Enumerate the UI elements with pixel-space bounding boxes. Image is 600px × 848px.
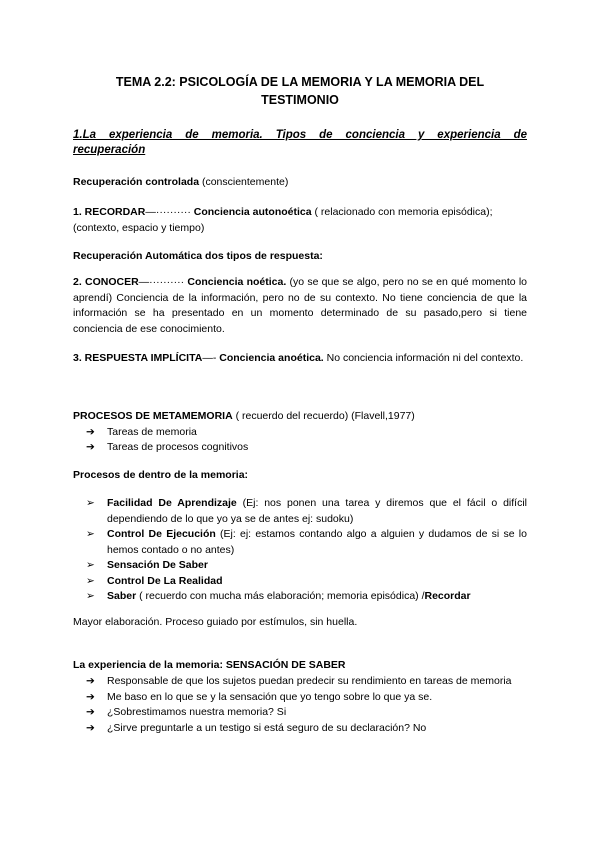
title-line-1: TEMA 2.2: PSICOLOGÍA DE LA MEMORIA Y LA MEMORIA DEL [115, 75, 485, 89]
list-item [73, 558, 527, 574]
triangle-bullet-icon: ➢ [86, 590, 95, 602]
list-item [73, 440, 527, 456]
list-item [73, 496, 527, 527]
metamemory-heading [73, 409, 527, 425]
arrow-bullet-icon: ➔ [86, 690, 95, 703]
mayor-elaboracion-text: Mayor elaboración. Proceso guiado por estímulos, sin huella. [73, 616, 358, 628]
controlled-retrieval [73, 175, 527, 191]
metamemory-section [73, 409, 527, 456]
triangle-bullet-icon: ➢ [86, 528, 95, 540]
automatic-retrieval-heading [73, 249, 527, 265]
triangle-bullet-icon: ➢ [86, 574, 95, 587]
feeling-of-knowing-heading [73, 658, 527, 674]
list-item [73, 721, 527, 737]
recordar-label: 1. RECORDAR [73, 206, 146, 218]
automatic-retrieval-label: Recuperación Automática dos tipos de respuesta: [73, 250, 323, 262]
list-item-bold: Facilidad De Aprendizaje [107, 497, 237, 509]
controlled-retrieval-note: (conscientemente) [199, 176, 289, 188]
list-item-text: Tareas de memoria [107, 425, 197, 438]
metamemory-label: PROCESOS DE METAMEMORIA [73, 410, 233, 422]
triangle-bullet-icon: ➢ [86, 559, 95, 571]
list-item [73, 589, 527, 605]
implicit-term: Conciencia anoética. [219, 352, 324, 364]
memory-processes-list [73, 496, 527, 605]
list-item-bold: Sensación De Saber [107, 559, 208, 571]
implicit-label: 3. RESPUESTA IMPLÍCITA [73, 352, 203, 364]
list-item [73, 690, 527, 706]
list-item [73, 527, 527, 558]
list-item-bold: Control De Ejecución [107, 528, 216, 540]
section-heading-line-2: recuperación [73, 144, 146, 156]
memory-processes-heading [73, 468, 527, 484]
conocer-paragraph [73, 275, 527, 337]
implicit-desc: No conciencia información ni del contexto. [323, 352, 524, 364]
list-item-text: ¿Sirve preguntarle a un testigo si está seguro de su declaración? No [107, 721, 427, 734]
memory-processes-section [73, 496, 527, 605]
conocer-term: Conciencia noética. [187, 276, 287, 288]
arrow-bullet-icon: ➔ [86, 675, 95, 687]
list-item-text: Tareas de procesos cognitivos [107, 441, 249, 453]
title-line-2: TESTIMONIO [261, 93, 339, 107]
section-heading-line-1: 1.La experiencia de memoria. Tipos de conciencia y experiencia de [73, 129, 527, 141]
memory-processes-label: Procesos de dentro de la memoria: [73, 469, 249, 481]
list-item-text: (Ej: ej: estamos contando algo a alguien y dudamos de si se lo hemos contado o no antes) [107, 528, 527, 556]
implicit-dashes: —- [202, 352, 220, 364]
list-item-text: ( recuerdo con mucha más elaboración; memoria episódica) / [136, 590, 425, 602]
metamemory-list [73, 425, 527, 456]
feeling-of-knowing-label: La experiencia de la memoria: SENSACIÓN DE SABER [73, 659, 346, 671]
recordar-term: Conciencia autonoética [193, 206, 312, 218]
implicit-paragraph [73, 351, 527, 367]
recordar-desc: ( relacionado con memoria episódica); (contexto, espacio y tiempo) [73, 206, 493, 234]
list-item-text: Me baso en lo que se y la sensación que yo tengo sobre lo que ya se. [107, 690, 433, 703]
recordar-dashes: —·········· [145, 206, 194, 218]
list-item-bold-2: Recordar [424, 590, 471, 602]
controlled-retrieval-label: Recuperación controlada [73, 176, 200, 188]
recordar-paragraph [73, 205, 527, 236]
conocer-desc: (yo se que se algo, pero no se en qué momento lo aprendí) Conciencia de la información, pero no de su contexto. No tiene conciencia de que la información se ha presentado en un momento determinado de su pasado,pero si tiene conciencia de ese conocimiento. [73, 276, 528, 335]
arrow-bullet-icon: ➔ [86, 441, 95, 453]
document-title [60, 73, 540, 109]
triangle-bullet-icon: ➢ [86, 497, 95, 509]
list-item [73, 425, 527, 441]
arrow-bullet-icon: ➔ [86, 721, 95, 734]
conocer-dashes: —·········· [138, 276, 188, 288]
feeling-of-knowing-section [73, 674, 527, 736]
list-item-text: (Ej: nos ponen una tarea y diremos que el fácil o difícil dependiendo de lo que yo ya se de antes ej: sudoku) [107, 497, 527, 525]
list-item-text: ¿Sobrestimamos nuestra memoria? Si [107, 706, 287, 718]
arrow-bullet-icon: ➔ [86, 706, 95, 718]
list-item [73, 674, 527, 690]
list-item-bold: Control De La Realidad [107, 574, 223, 587]
list-item-text: Responsable de que los sujetos puedan predecir su rendimiento en tareas de memoria [107, 675, 512, 687]
list-item [73, 574, 527, 590]
section-heading [73, 128, 527, 158]
list-item [73, 705, 527, 721]
list-item-bold: Saber [107, 590, 137, 602]
mayor-elaboracion [73, 615, 527, 631]
arrow-bullet-icon: ➔ [86, 425, 95, 438]
metamemory-desc: ( recuerdo del recuerdo) (Flavell,1977) [232, 410, 415, 422]
conocer-label: 2. CONOCER [73, 276, 139, 288]
feeling-of-knowing-list [73, 674, 527, 736]
